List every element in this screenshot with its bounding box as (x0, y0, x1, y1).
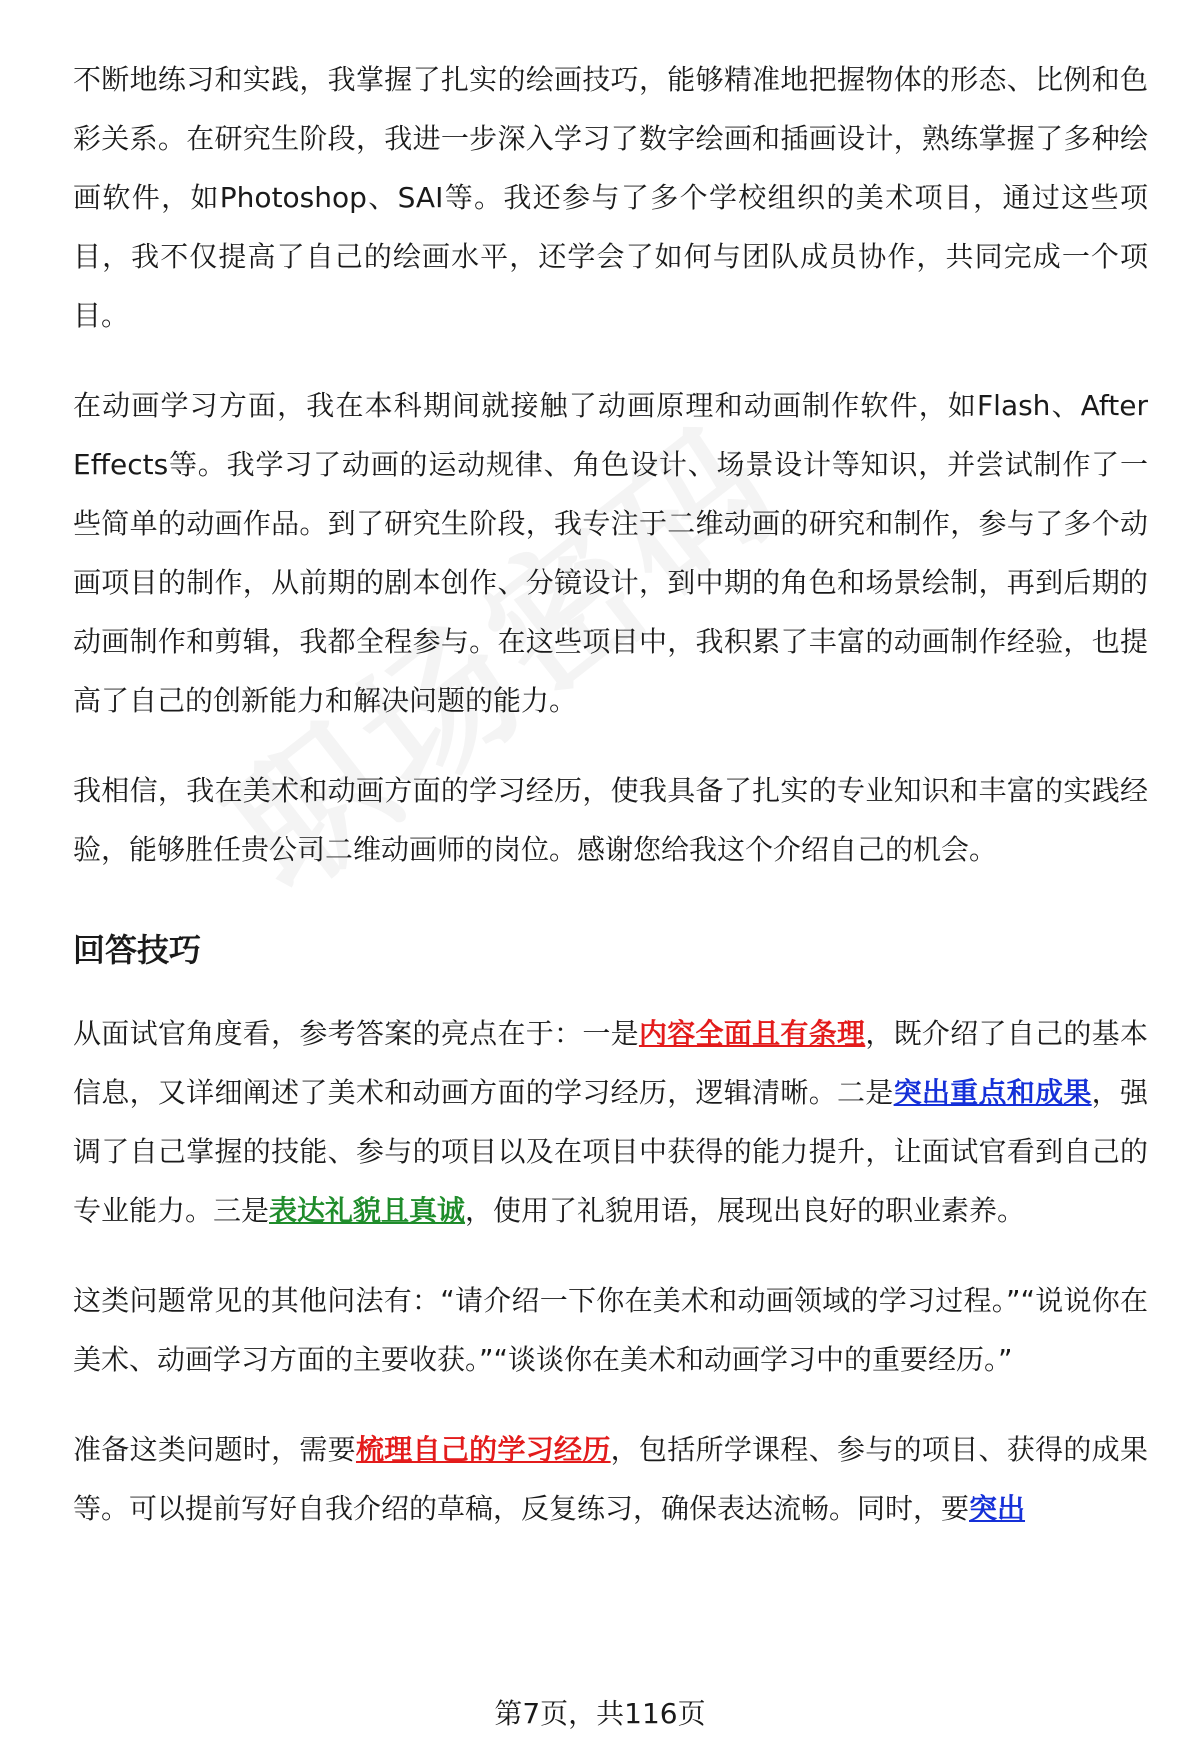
highlight-polite: 表达礼貌且真诚 (269, 1194, 466, 1227)
highlight-comprehensive: 内容全面且有条理 (638, 1017, 866, 1050)
highlight-key-points: 突出重点和成果 (893, 1076, 1092, 1109)
document-page (73, 50, 1148, 1538)
paragraph-conclusion: 我相信，我在美术和动画方面的学习经历，使我具备了扎实的专业知识和丰富的实践经验，能够胜任贵公司二维动画师的岗位。感谢您给我这个介绍自己的机会。 (73, 774, 1148, 866)
paragraph-preparation (73, 1420, 1148, 1538)
text-segment: ，包括所学课程、参与的项目、获得的成果等。可以提前写好自我介绍的草稿，反复练习，确保表达流畅。同时，要 (73, 1433, 1148, 1525)
text-segment: 准备这类问题时，需要 (73, 1433, 356, 1466)
highlight-emphasize: 突出 (969, 1492, 1026, 1525)
section-heading: 回答技巧 (73, 931, 202, 969)
text-segment: ，使用了礼貌用语，展现出良好的职业素养。 (465, 1194, 1026, 1227)
paragraph-art-study: 不断地练习和实践，我掌握了扎实的绘画技巧，能够精准地把握物体的形态、比例和色彩关系。在研究生阶段，我进一步深入学习了数字绘画和插画设计，熟练掌握了多种绘画软件，如Photoshop、SAI等。我还参与了多个学校组织的美术项目，通过这些项目，我不仅提高了自己的绘画水平，还学会了如何与团队成员协作，共同完成一个项目。 (73, 63, 1148, 332)
paragraph-answer-tips (73, 1004, 1148, 1240)
highlight-organize-experience: 梳理自己的学习经历 (355, 1433, 611, 1466)
text-segment: ，强调了自己掌握的技能、参与的项目以及在项目中获得的能力提升，让面试官看到自己的专业能力。三是 (73, 1076, 1148, 1227)
text-segment: 从面试官角度看，参考答案的亮点在于：一是 (73, 1017, 639, 1050)
page-number: 第7页，共116页 (494, 1697, 706, 1730)
paragraph-animation-study: 在动画学习方面，我在本科期间就接触了动画原理和动画制作软件，如Flash、After Effects等。我学习了动画的运动规律、角色设计、场景设计等知识，并尝试制作了一些简单的动画作品。到了研究生阶段，我专注于二维动画的研究和制作，参与了多个动画项目的制作，从前期的剧本创作、分镜设计，到中期的角色和场景绘制，再到后期的动画制作和剪辑，我都全程参与。在这些项目中，我积累了丰富的动画制作经验，也提高了自己的创新能力和解决问题的能力。 (73, 389, 1148, 717)
text-segment: ，既介绍了自己的基本信息，又详细阐述了美术和动画方面的学习经历，逻辑清晰。二是 (73, 1017, 1148, 1109)
paragraph-alternative-questions: 这类问题常见的其他问法有：“请介绍一下你在美术和动画领域的学习过程。”“说说你在美术、动画学习方面的主要收获。”“谈谈你在美术和动画学习中的重要经历。” (73, 1284, 1148, 1376)
